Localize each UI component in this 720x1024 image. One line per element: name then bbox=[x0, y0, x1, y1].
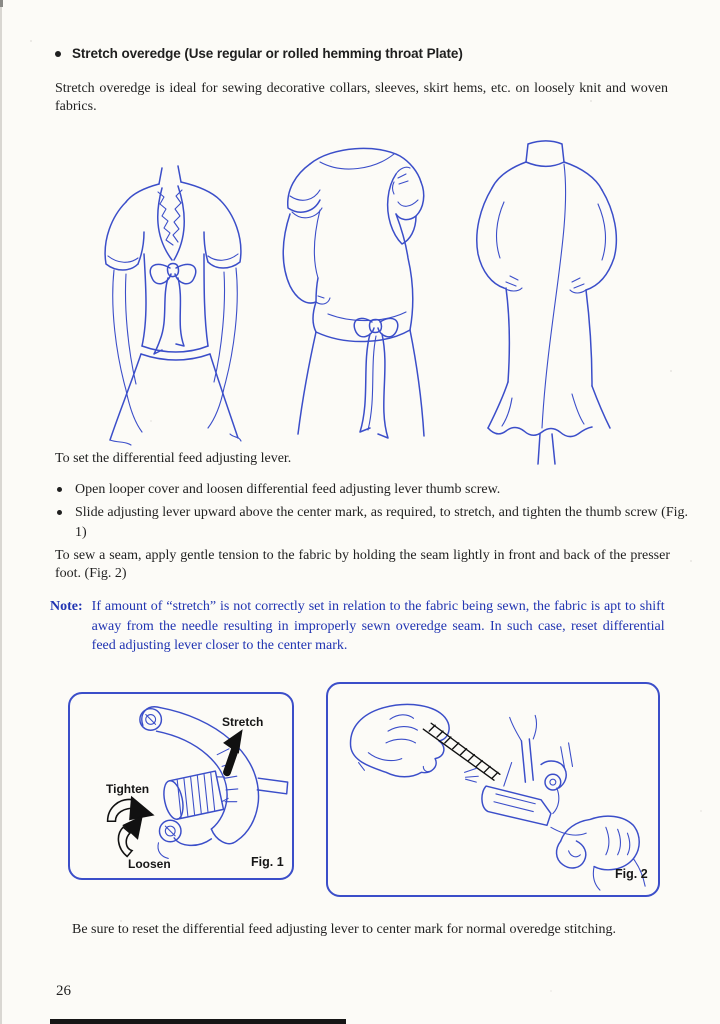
note-block bbox=[50, 597, 670, 656]
bullet-item-text: Slide adjusting lever upward above the center mark, as required, to stretch, and tighten the thumb screw (Fig. 1) bbox=[75, 505, 688, 540]
set-lever-line: To set the differential feed adjusting lever. bbox=[55, 451, 292, 466]
figure-1-box bbox=[68, 692, 294, 880]
page-number: 26 bbox=[56, 983, 71, 999]
bullet-dot bbox=[57, 510, 62, 515]
bullet-dot bbox=[57, 487, 62, 492]
bullet-item bbox=[55, 503, 688, 542]
garment-illustration-ruffle-collar-blouse bbox=[92, 158, 260, 448]
garment-illustration-flutter-sleeve-top bbox=[258, 138, 455, 445]
scan-artifact-bar bbox=[50, 1019, 346, 1024]
bullet-item-text: Open looper cover and loosen differential feed adjusting lever thumb screw. bbox=[75, 482, 501, 497]
sew-seam-paragraph: To sew a seam, apply gentle tension to the fabric by holding the seam lightly in front and back of the presser foot. (Fig. 2) bbox=[55, 548, 670, 581]
hands-guiding-fabric-drawing bbox=[328, 684, 658, 895]
figure-1-caption: Fig. 1 bbox=[251, 855, 284, 869]
footer-reminder-line: Be sure to reset the differential feed adjusting lever to center mark for normal overedge stitching. bbox=[72, 922, 616, 937]
note-text: If amount of “stretch” is not correctly set in relation to the fabric being sewn, the fabric is apt to shift away from the needle resulting in improperly sewn overedge seam. In such case, reset differential feed adjusting lever closer to the center mark. bbox=[91, 599, 665, 653]
loosen-label: Loosen bbox=[128, 857, 171, 871]
tighten-label: Tighten bbox=[106, 782, 150, 796]
figure-2-box bbox=[326, 682, 660, 897]
section-heading-text: Stretch overedge (Use regular or rolled hemming throat Plate) bbox=[72, 46, 463, 61]
note-label: Note: bbox=[50, 599, 83, 614]
intro-paragraph: Stretch overedge is ideal for sewing decorative collars, sleeves, skirt hems, etc. on loosely knit and woven fabrics. bbox=[55, 81, 668, 114]
garment-illustrations bbox=[0, 0, 720, 480]
garment-illustration-high-neck-dress bbox=[452, 138, 632, 465]
stretch-label: Stretch bbox=[222, 715, 264, 729]
bullet-item bbox=[55, 480, 688, 500]
figure-2-caption: Fig. 2 bbox=[615, 867, 648, 881]
